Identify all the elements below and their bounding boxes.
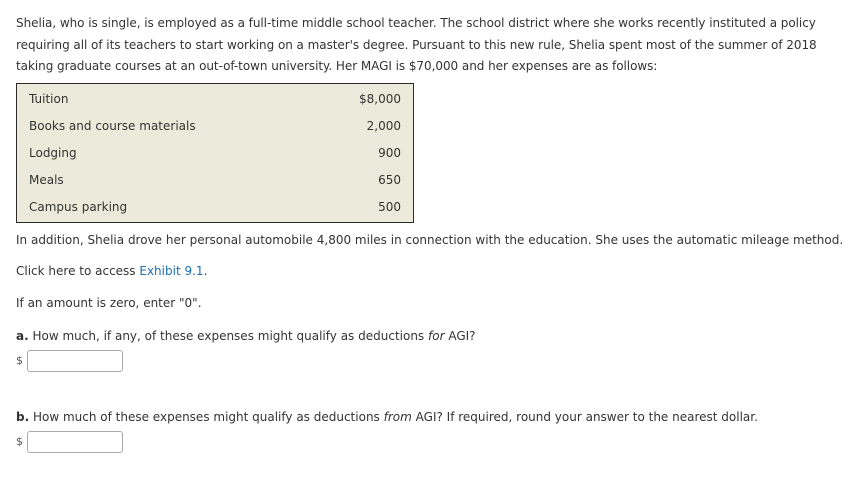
expense-amount: 650 — [378, 173, 401, 187]
question-a-text: How much, if any, of these expenses might qualify as deductions — [28, 329, 428, 343]
expense-row — [17, 113, 413, 140]
question-b-label: b. — [16, 410, 30, 424]
currency-label-a: $ — [16, 354, 23, 367]
exhibit-link[interactable]: Exhibit 9.1 — [139, 264, 204, 278]
question-b-text-end: AGI? If required, round your answer to the nearest dollar. — [411, 410, 758, 424]
expense-amount: 2,000 — [366, 119, 401, 133]
question-b-emphasis: from — [383, 410, 412, 424]
zero-note: If an amount is zero, enter "0". — [16, 296, 202, 310]
expense-amount: 500 — [378, 200, 401, 214]
question-a-emphasis: for — [428, 329, 445, 343]
expense-label: Books and course materials — [29, 119, 196, 133]
expense-row — [17, 194, 413, 221]
question-b-text: How much of these expenses might qualify as deductions — [29, 410, 384, 424]
exhibit-line — [16, 264, 207, 278]
currency-label-b: $ — [16, 435, 23, 448]
expense-label: Meals — [29, 173, 64, 187]
expense-table — [16, 83, 414, 223]
answer-a-input[interactable] — [27, 350, 123, 372]
expense-amount: 900 — [378, 146, 401, 160]
expense-label: Lodging — [29, 146, 77, 160]
expense-row — [17, 86, 413, 113]
question-b — [16, 410, 758, 424]
answer-b-input[interactable] — [27, 431, 123, 453]
expense-row — [17, 167, 413, 194]
expense-row — [17, 140, 413, 167]
question-a — [16, 329, 476, 343]
expense-amount: $8,000 — [359, 92, 401, 106]
question-a-label: a. — [16, 329, 29, 343]
mileage-text: In addition, Shelia drove her personal automobile 4,800 miles in connection with the education. She uses the automatic mileage method. — [16, 233, 844, 247]
exhibit-suffix: . — [203, 264, 208, 278]
exhibit-prefix: Click here to access — [16, 264, 140, 278]
expense-label: Campus parking — [29, 200, 128, 214]
question-a-text-end: AGI? — [444, 329, 476, 343]
expense-label: Tuition — [29, 92, 69, 106]
problem-intro: Shelia, who is single, is employed as a full-time middle school teacher. The school district where she works recently instituted a policy requiring all of its teachers to start working on a master's degree. Pursuant to this new rule, Shelia spent most of the summer of 2018 taking graduate courses at an out-of-town university. Her MAGI is $70,000 and her expenses are as follows: — [16, 16, 817, 73]
